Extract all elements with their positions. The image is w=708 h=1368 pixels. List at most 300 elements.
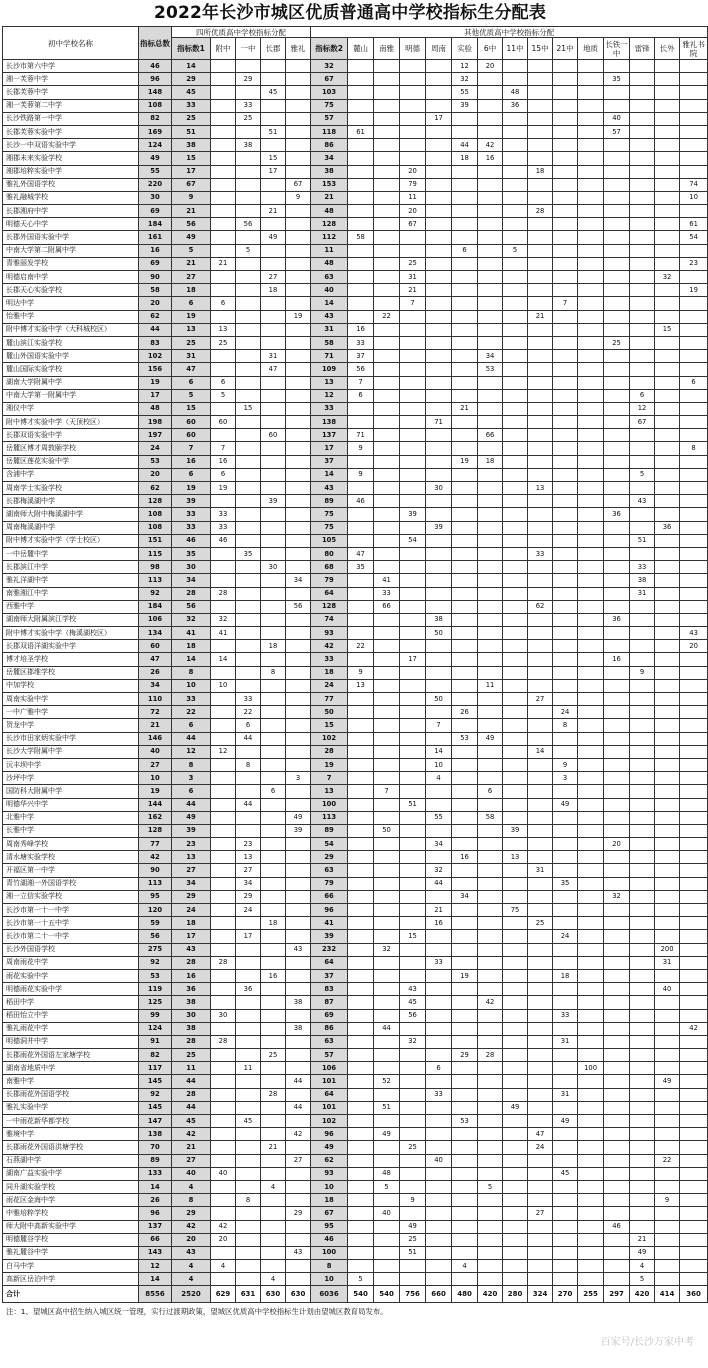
quota-cell: 54 — [680, 231, 708, 244]
school-name-cell: 长沙市第一十五中学 — [3, 917, 139, 930]
school-name-cell: 长郡双语洋湖实验中学 — [3, 640, 139, 653]
quota-cell — [236, 666, 261, 679]
quota-cell — [426, 1141, 452, 1154]
quota-cell — [452, 1246, 478, 1259]
quota-cell — [528, 86, 553, 99]
quota-cell: 629 — [211, 1286, 236, 1303]
quota-cell — [528, 904, 553, 917]
quota-cell — [261, 745, 286, 758]
quota-cell — [286, 271, 311, 284]
quota-cell — [348, 112, 374, 125]
quota-cell — [261, 706, 286, 719]
quota-cell — [503, 271, 528, 284]
quota-cell: 56 — [236, 218, 261, 231]
quota-cell — [236, 1049, 261, 1062]
quota-cell — [426, 1246, 452, 1259]
quota-cell — [680, 310, 708, 323]
quota-cell — [348, 983, 374, 996]
quota-cell — [400, 1088, 426, 1101]
quota-cell — [478, 653, 503, 666]
quota-cell — [236, 1154, 261, 1167]
quota-cell — [604, 178, 630, 191]
quota-cell — [261, 653, 286, 666]
quota-cell — [236, 521, 261, 534]
quota-cell — [630, 323, 655, 336]
quota-sum-cell: 138 — [311, 416, 348, 429]
quota-cell — [528, 442, 553, 455]
quota-cell — [503, 640, 528, 653]
quota-cell — [400, 1101, 426, 1114]
quota-cell — [211, 1141, 236, 1154]
quota-cell — [374, 495, 400, 508]
quota-cell: 21 — [426, 904, 452, 917]
quota-cell — [478, 547, 503, 560]
quota-sum-cell: 33 — [172, 99, 211, 112]
quota-cell: 16 — [452, 851, 478, 864]
quota-cell — [452, 416, 478, 429]
quota-cell — [630, 1194, 655, 1207]
quota-sum-cell: 48 — [139, 402, 172, 415]
school-name-cell: 雅礼洋湖中学 — [3, 574, 139, 587]
quota-cell — [680, 943, 708, 956]
table-row — [3, 534, 708, 547]
school-name-cell: 周南秀峰学校 — [3, 838, 139, 851]
quota-cell — [452, 877, 478, 890]
quota-cell: 38 — [286, 996, 311, 1009]
table-row — [3, 1128, 708, 1141]
quota-cell — [374, 679, 400, 692]
quota-cell — [578, 218, 604, 231]
quota-cell — [400, 627, 426, 640]
quota-sum-cell: 100 — [311, 1246, 348, 1259]
quota-cell — [261, 402, 286, 415]
quota-cell — [604, 297, 630, 310]
quota-cell — [503, 178, 528, 191]
quota-cell — [286, 851, 311, 864]
quota-sum-cell: 95 — [139, 890, 172, 903]
school-name-cell: 湖南省地质中学 — [3, 1062, 139, 1075]
quota-cell — [286, 218, 311, 231]
quota-cell — [630, 376, 655, 389]
quota-cell — [286, 99, 311, 112]
quota-sum-cell: 42 — [311, 640, 348, 653]
quota-cell — [604, 139, 630, 152]
quota-cell — [374, 60, 400, 73]
quota-cell — [211, 152, 236, 165]
quota-cell — [528, 73, 553, 86]
quota-cell: 25 — [400, 1233, 426, 1246]
quota-cell — [452, 561, 478, 574]
quota-cell: 44 — [286, 1101, 311, 1114]
quota-cell: 39 — [426, 521, 452, 534]
quota-cell — [680, 613, 708, 626]
quota-cell — [478, 798, 503, 811]
quota-cell — [680, 811, 708, 824]
quota-cell — [286, 864, 311, 877]
table-row — [3, 1088, 708, 1101]
quota-cell — [604, 1167, 630, 1180]
quota-cell — [452, 904, 478, 917]
quota-cell — [236, 1180, 261, 1193]
table-row — [3, 574, 708, 587]
quota-cell — [452, 1167, 478, 1180]
quota-cell — [348, 890, 374, 903]
quota-sum-cell: 82 — [139, 1049, 172, 1062]
quota-cell — [211, 811, 236, 824]
quota-cell — [680, 706, 708, 719]
quota-sum-cell: 42 — [139, 851, 172, 864]
quota-cell — [374, 1220, 400, 1233]
quota-cell — [452, 547, 478, 560]
quota-sum-cell: 11 — [311, 244, 348, 257]
quota-sum-cell: 96 — [311, 904, 348, 917]
quota-cell — [211, 943, 236, 956]
quota-cell — [680, 1009, 708, 1022]
quota-cell — [604, 468, 630, 481]
quota-cell — [604, 943, 630, 956]
quota-cell — [604, 60, 630, 73]
quota-cell — [578, 1167, 604, 1180]
quota-cell: 71 — [426, 416, 452, 429]
quota-cell — [452, 587, 478, 600]
quota-cell — [503, 785, 528, 798]
quota-cell — [426, 1009, 452, 1022]
quota-cell — [452, 178, 478, 191]
quota-sum-cell: 145 — [139, 1075, 172, 1088]
quota-cell — [261, 864, 286, 877]
quota-cell — [528, 416, 553, 429]
quota-cell — [261, 772, 286, 785]
quota-sum-cell: 109 — [311, 363, 348, 376]
quota-cell — [604, 231, 630, 244]
quota-cell — [604, 996, 630, 1009]
quota-cell — [680, 996, 708, 1009]
quota-sum-cell: 19 — [172, 482, 211, 495]
quota-cell — [348, 613, 374, 626]
table-row — [3, 442, 708, 455]
quota-sum-cell: 19 — [311, 758, 348, 771]
quota-cell: 49 — [261, 231, 286, 244]
quota-sum-cell: 96 — [311, 1128, 348, 1141]
quota-cell — [630, 508, 655, 521]
quota-cell — [400, 389, 426, 402]
quota-cell — [236, 561, 261, 574]
quota-cell — [236, 231, 261, 244]
quota-cell — [503, 1088, 528, 1101]
quota-cell — [236, 613, 261, 626]
quota-cell — [426, 1049, 452, 1062]
quota-cell — [348, 956, 374, 969]
quota-cell — [286, 521, 311, 534]
quota-cell — [286, 205, 311, 218]
quota-cell — [553, 363, 578, 376]
quota-sum-cell: 8 — [172, 1194, 211, 1207]
quota-cell — [236, 323, 261, 336]
quota-cell — [655, 73, 680, 86]
quota-cell: 17 — [400, 653, 426, 666]
quota-cell — [400, 838, 426, 851]
quota-cell: 25 — [236, 112, 261, 125]
quota-cell — [452, 218, 478, 231]
quota-cell — [236, 772, 261, 785]
quota-cell — [261, 851, 286, 864]
quota-sum-cell: 15 — [172, 152, 211, 165]
quota-cell — [630, 442, 655, 455]
quota-cell — [630, 904, 655, 917]
quota-cell — [503, 165, 528, 178]
quota-cell — [680, 416, 708, 429]
quota-cell — [503, 350, 528, 363]
quota-cell — [211, 838, 236, 851]
quota-cell — [604, 693, 630, 706]
quota-cell — [478, 693, 503, 706]
quota-cell — [478, 482, 503, 495]
quota-cell — [261, 508, 286, 521]
table-row — [3, 86, 708, 99]
quota-cell — [261, 112, 286, 125]
quota-cell — [400, 152, 426, 165]
quota-cell — [400, 468, 426, 481]
quota-cell — [655, 218, 680, 231]
quota-cell — [452, 758, 478, 771]
quota-cell — [655, 732, 680, 745]
quota-cell — [236, 297, 261, 310]
quota-sum-cell: 6 — [172, 719, 211, 732]
quota-cell — [348, 587, 374, 600]
quota-cell — [528, 574, 553, 587]
quota-cell — [286, 719, 311, 732]
quota-cell — [400, 693, 426, 706]
school-name-cell: 麓山滨江实验学校 — [3, 336, 139, 349]
quota-cell — [630, 271, 655, 284]
quota-cell — [400, 719, 426, 732]
quota-cell — [261, 1022, 286, 1035]
school-name-cell: 长郡芙蓉实验中学 — [3, 125, 139, 138]
quota-cell — [503, 864, 528, 877]
quota-cell — [374, 416, 400, 429]
quota-sum-cell: 118 — [311, 125, 348, 138]
quota-cell: 40 — [655, 983, 680, 996]
quota-cell: 22 — [374, 310, 400, 323]
quota-cell — [578, 877, 604, 890]
quota-cell — [286, 455, 311, 468]
quota-cell — [478, 719, 503, 732]
quota-cell — [553, 139, 578, 152]
quota-cell — [630, 627, 655, 640]
quota-cell — [553, 495, 578, 508]
quota-cell — [503, 1207, 528, 1220]
quota-cell — [604, 877, 630, 890]
quota-cell: 71 — [348, 429, 374, 442]
quota-cell: 33 — [374, 587, 400, 600]
school-name-cell: 中雅培粹学校 — [3, 1207, 139, 1220]
quota-cell — [630, 336, 655, 349]
quota-cell — [604, 600, 630, 613]
quota-cell — [211, 732, 236, 745]
quota-cell — [348, 864, 374, 877]
table-row — [3, 1154, 708, 1167]
quota-cell — [528, 943, 553, 956]
quota-cell: 24 — [553, 930, 578, 943]
quota-cell — [211, 99, 236, 112]
quota-cell — [261, 1167, 286, 1180]
quota-cell — [286, 877, 311, 890]
quota-cell — [680, 363, 708, 376]
quota-cell — [578, 468, 604, 481]
quota-cell — [261, 99, 286, 112]
quota-cell — [630, 1220, 655, 1233]
quota-cell — [236, 627, 261, 640]
quota-cell: 5 — [478, 1180, 503, 1193]
quota-cell — [452, 574, 478, 587]
quota-cell — [348, 745, 374, 758]
quota-cell: 30 — [426, 482, 452, 495]
quota-cell — [286, 904, 311, 917]
quota-cell — [400, 969, 426, 982]
quota-cell — [680, 1233, 708, 1246]
quota-cell: 13 — [211, 323, 236, 336]
quota-cell: 4 — [261, 1180, 286, 1193]
quota-cell — [553, 178, 578, 191]
quota-cell: 9 — [630, 666, 655, 679]
quota-cell — [578, 336, 604, 349]
quota-cell: 58 — [348, 231, 374, 244]
quota-cell — [426, 402, 452, 415]
quota-cell — [680, 336, 708, 349]
quota-cell — [655, 1207, 680, 1220]
table-row — [3, 943, 708, 956]
quota-cell — [553, 310, 578, 323]
quota-cell: 31 — [553, 1088, 578, 1101]
quota-sum-cell: 12 — [172, 745, 211, 758]
quota-cell — [680, 917, 708, 930]
quota-cell — [503, 495, 528, 508]
quota-cell — [452, 257, 478, 270]
quota-cell — [261, 73, 286, 86]
quota-cell — [348, 1115, 374, 1128]
quota-cell — [478, 389, 503, 402]
quota-cell — [655, 1062, 680, 1075]
quota-cell — [630, 719, 655, 732]
quota-cell — [286, 785, 311, 798]
quota-cell — [680, 547, 708, 560]
quota-cell — [400, 706, 426, 719]
quota-cell — [553, 983, 578, 996]
quota-cell — [578, 851, 604, 864]
quota-cell — [400, 1062, 426, 1075]
quota-cell — [374, 99, 400, 112]
quota-cell — [348, 1088, 374, 1101]
quota-cell — [374, 1273, 400, 1286]
quota-cell — [578, 271, 604, 284]
quota-cell — [374, 877, 400, 890]
quota-cell — [452, 112, 478, 125]
quota-cell — [478, 1128, 503, 1141]
quota-cell — [680, 969, 708, 982]
quota-cell — [400, 1180, 426, 1193]
quota-cell — [426, 1194, 452, 1207]
quota-cell — [426, 679, 452, 692]
quota-cell — [578, 205, 604, 218]
quota-cell — [655, 1009, 680, 1022]
quota-sum-cell: 14 — [172, 653, 211, 666]
school-name-cell: 长郡雨花外国语洪塘学校 — [3, 1141, 139, 1154]
table-row — [3, 930, 708, 943]
quota-cell — [261, 838, 286, 851]
quota-cell — [400, 416, 426, 429]
quota-cell — [578, 1088, 604, 1101]
quota-cell — [553, 996, 578, 1009]
quota-sum-cell: 96 — [139, 1207, 172, 1220]
quota-cell — [286, 613, 311, 626]
quota-cell — [604, 983, 630, 996]
table-row — [3, 178, 708, 191]
quota-sum-cell: 64 — [311, 587, 348, 600]
quota-cell — [452, 508, 478, 521]
quota-cell — [528, 969, 553, 982]
quota-cell — [374, 1194, 400, 1207]
quota-cell: 480 — [452, 1286, 478, 1303]
quota-cell — [604, 389, 630, 402]
quota-sum-cell: 144 — [139, 798, 172, 811]
table-row — [3, 1075, 708, 1088]
quota-cell — [211, 785, 236, 798]
quota-cell — [348, 917, 374, 930]
quota-cell — [630, 851, 655, 864]
table-row — [3, 1194, 708, 1207]
quota-cell: 53 — [478, 363, 503, 376]
quota-cell — [578, 363, 604, 376]
quota-cell: 49 — [553, 798, 578, 811]
school-name-cell: 附中博才实验中学（天顶校区） — [3, 416, 139, 429]
school-name-cell: 周南学士实验学校 — [3, 482, 139, 495]
quota-cell: 8 — [553, 719, 578, 732]
quota-cell: 8 — [261, 666, 286, 679]
quota-cell — [630, 73, 655, 86]
quota-cell — [503, 561, 528, 574]
quota-sum-cell: 156 — [139, 363, 172, 376]
quota-cell: 66 — [478, 429, 503, 442]
quota-sum-cell: 33 — [172, 508, 211, 521]
quota-cell — [578, 125, 604, 138]
quota-cell — [553, 653, 578, 666]
quota-sum-cell: 63 — [311, 1035, 348, 1048]
quota-cell — [400, 495, 426, 508]
quota-cell — [286, 1088, 311, 1101]
quota-sum-cell: 25 — [172, 1049, 211, 1062]
quota-cell — [680, 772, 708, 785]
quota-cell — [426, 455, 452, 468]
table-row — [3, 996, 708, 1009]
quota-cell: 37 — [348, 350, 374, 363]
quota-cell — [236, 574, 261, 587]
quota-cell — [528, 257, 553, 270]
quota-cell — [528, 508, 553, 521]
quota-cell — [478, 178, 503, 191]
quota-cell — [680, 1075, 708, 1088]
table-row — [3, 666, 708, 679]
quota-cell — [680, 60, 708, 73]
quota-cell — [211, 1062, 236, 1075]
quota-sum-cell: 68 — [311, 561, 348, 574]
quota-sum-cell: 22 — [172, 706, 211, 719]
header-other-school: 21中 — [553, 38, 578, 60]
quota-cell — [503, 679, 528, 692]
quota-cell — [400, 640, 426, 653]
quota-cell — [630, 1128, 655, 1141]
quota-cell — [528, 455, 553, 468]
quota-cell — [261, 1194, 286, 1207]
